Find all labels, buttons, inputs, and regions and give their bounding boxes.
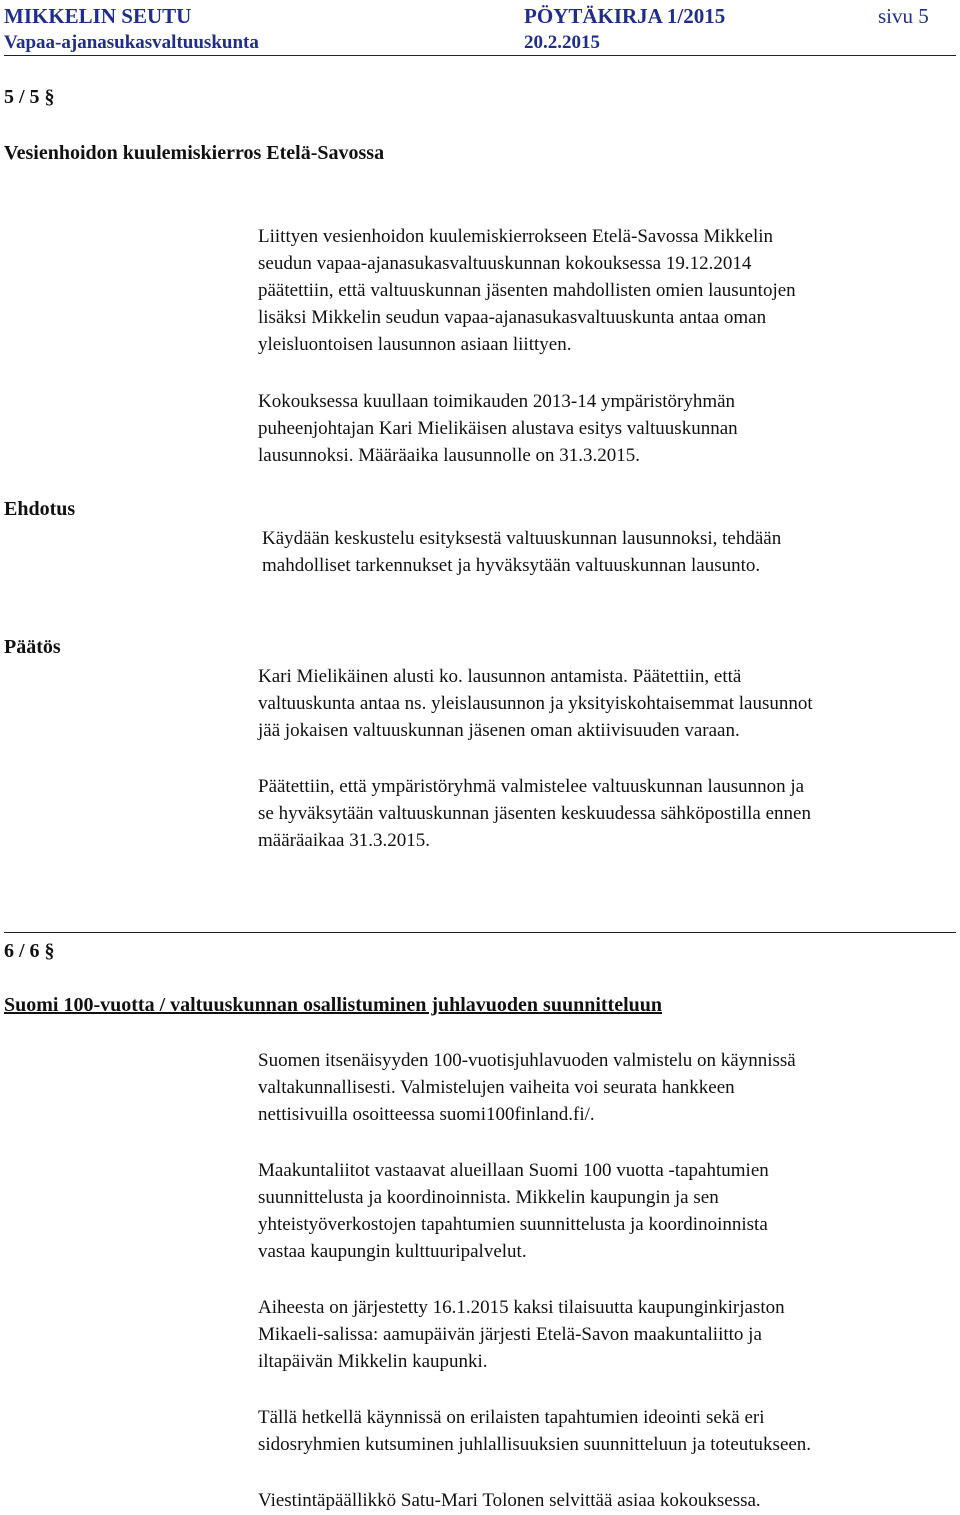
council-name: Vapaa-ajanasukasvaltuuskunta: [4, 32, 259, 53]
decision-text: Päätettiin, että ympäristöryhmä valmistelee valtuuskunnan lausunnon ja se hyväksytään valtuuskunnan jäsenten keskuudessa sähköpostilla ennen määräaikaa 31.3.2015.: [258, 776, 811, 851]
proposal-label: Ehdotus: [4, 498, 76, 520]
section-title: Vesienhoidon kuulemiskierros Etelä-Savossa: [4, 142, 385, 164]
section-number: 6 / 6 §: [4, 940, 55, 962]
paragraph: Aiheesta on järjestetty 16.1.2015 kaksi tilaisuutta kaupunginkirjaston Mikaeli-salissa: aamupäivän järjesti Etelä-Savon maakuntaliitto ja iltapäivän Mikkelin kaupunki.: [258, 1297, 785, 1372]
paragraph: Viestintäpäällikkö Satu-Mari Tolonen selvittää asiaa kokouksessa.: [258, 1490, 761, 1511]
page-number: sivu 5: [878, 4, 929, 28]
section-title: Suomi 100-vuotta / valtuuskunnan osallistuminen juhlavuoden suunnitteluun: [4, 994, 663, 1016]
paragraph: Kokouksessa kuullaan toimikauden 2013-14 ympäristöryhmän puheenjohtajan Kari Mielikäisen alustava esitys valtuuskunnan lausunnoksi. Määräaika lausunnolle on 31.3.2015.: [258, 391, 738, 466]
meeting-date: 20.2.2015: [524, 32, 600, 53]
paragraph: Liittyen vesienhoidon kuulemiskierrokseen Etelä-Savossa Mikkelin seudun vapaa-ajanasukasvaltuuskunnan kokouksessa 19.12.2014 päätettiin, että valtuuskunnan jäsenten mahdollisten omien lausuntojen lisäksi Mikkelin seudun vapaa-ajanasukasvaltuuskunta antaa oman yleisluontoisen lausunnon asiaan liittyen.: [258, 226, 796, 355]
section-number: 5 / 5 §: [4, 86, 55, 108]
decision-text: Kari Mielikäinen alusti ko. lausunnon antamista. Päätettiin, että valtuuskunta antaa ns. yleislausunnon ja yksityiskohtaisemmat lausunnot jää jokaisen valtuuskunnan jäsenen oman aktiivisuuden varaan.: [258, 666, 813, 741]
paragraph: Suomen itsenäisyyden 100-vuotisjuhlavuoden valmistelu on käynnissä valtakunnallisesti. Valmistelujen vaiheita voi seurata hankkeen nettisivuilla osoitteessa suomi100finland.fi/.: [258, 1050, 796, 1125]
decision-label: Päätös: [4, 636, 61, 658]
document-title: PÖYTÄKIRJA 1/2015: [524, 4, 726, 28]
proposal-text: Käydään keskustelu esityksestä valtuuskunnan lausunnoksi, tehdään mahdolliset tarkennukset ja hyväksytään valtuuskunnan lausunto.: [262, 528, 782, 576]
header-divider: [4, 55, 956, 56]
organization-name: MIKKELIN SEUTU: [4, 4, 192, 28]
section-divider: [4, 932, 956, 933]
paragraph: Maakuntaliitot vastaavat alueillaan Suomi 100 vuotta -tapahtumien suunnittelusta ja koordinoinnista. Mikkelin kaupungin ja sen yhteistyöverkostojen tapahtumien suunnittelusta ja koordinoinnista vastaa kaupungin kulttuuripalvelut.: [258, 1160, 769, 1262]
paragraph: Tällä hetkellä käynnissä on erilaisten tapahtumien ideointi sekä eri sidosryhmien kutsuminen juhlallisuuksien suunnitteluun ja toteutukseen.: [258, 1407, 812, 1455]
